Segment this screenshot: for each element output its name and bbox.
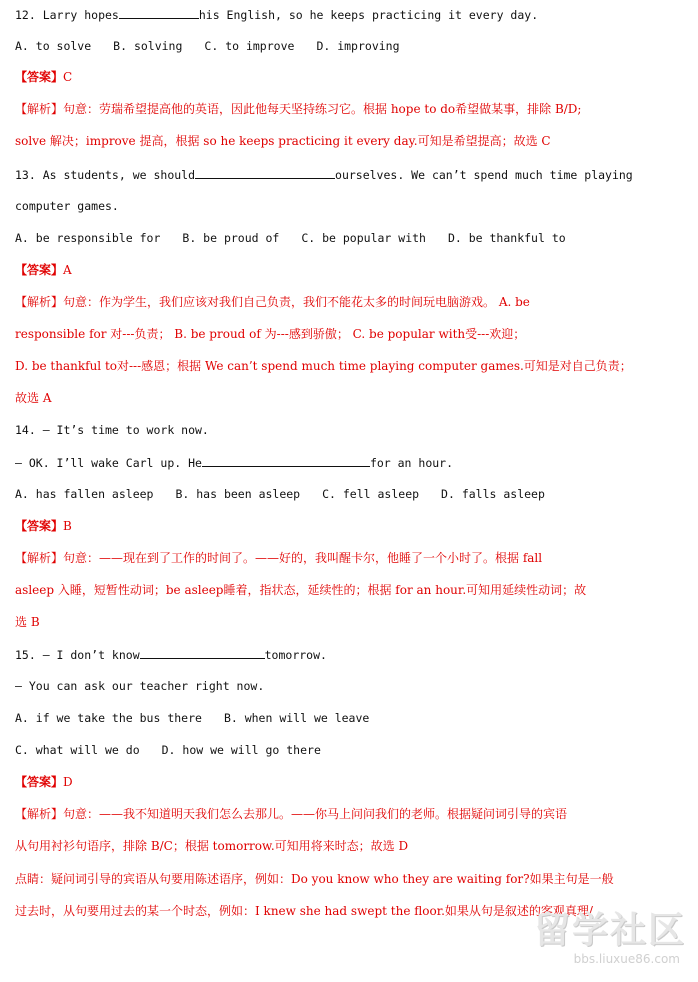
q12-answer: 【答案】C [15, 70, 73, 84]
q14-options [15, 486, 687, 502]
q12-analysis-line-1: 【解析】句意：劳瑞希望提高他的英语，因此他每天坚持练习它。根据 hope to do希望做某事，排除 B/D; [15, 102, 582, 116]
option-b: B. solving [113, 39, 183, 53]
q12-options [15, 38, 687, 54]
option-d: D. be thankful to [447, 231, 566, 245]
option-c: C. to improve [204, 39, 295, 53]
site-watermark [506, 910, 686, 972]
option-b: B. be proud of [182, 231, 280, 245]
watermark-logo-text: 留学社区 [533, 910, 686, 951]
option-b: B. when will we leave [223, 711, 370, 725]
answer-blank [202, 454, 370, 467]
q15-options-row-2 [15, 742, 687, 758]
option-d: D. improving [316, 39, 400, 53]
option-a: A. to solve [15, 39, 92, 53]
q15-stem-line-2: — You can ask our teacher right now. [15, 679, 265, 693]
q13-analysis-line-1: 【解析】句意：作为学生，我们应该对我们自己负责，我们不能花太多的时间玩电脑游戏。 A. be [15, 295, 530, 309]
tip-line-2: 过去时，从句要用过去的某一个时态，例如：I knew she had swept the floor.如果从句是叙述的客观真理/ [15, 904, 593, 918]
q14-analysis-line-1: 【解析】句意：——现在到了工作的时间了。——好的，我叫醒卡尔，他睡了一个小时了。根据 fall [15, 551, 543, 565]
q14-analysis-line-3: 选 B [15, 615, 40, 629]
q15-options-row-1 [15, 710, 687, 726]
option-a: A. has fallen asleep [15, 487, 154, 501]
q14-answer: 【答案】B [15, 519, 72, 533]
q13-analysis-line-4: 故选 A [15, 391, 52, 405]
option-d: D. falls asleep [441, 487, 545, 501]
q12-analysis-line-2: solve 解决；improve 提高，根据 so he keeps practicing it every day.可知是希望提高；故选 C [15, 134, 551, 148]
option-c: C. be popular with [301, 231, 426, 245]
answer-blank [119, 6, 199, 19]
q15-analysis-line-2: 从句用衬衫句语序，排除 B/C；根据 tomorrow.可知用将来时态；故选 D [15, 839, 409, 853]
option-d: D. how we will go there [161, 743, 321, 757]
q13-analysis-line-3: D. be thankful to对---感恩；根据 We can’t spend much time playing computer games.可知是对自己负责； [15, 359, 632, 373]
option-c: C. what will we do [15, 743, 140, 757]
q14-analysis-line-2: asleep 入睡，短暂性动词；be asleep睡着，指状态，延续性的；根据 for an hour.可知用延续性动词；故 [15, 583, 587, 597]
q13-options [15, 230, 687, 246]
option-a: A. if we take the bus there [15, 711, 202, 725]
answer-blank [195, 166, 335, 179]
q13-stem: 13. As students, we should ourselves. We can’t spend much time playing [15, 168, 633, 182]
q15-stem: 15. — I don’t know tomorrow. [15, 648, 327, 662]
option-b: B. has been asleep [175, 487, 301, 501]
q13-stem-line-2: computer games. [15, 199, 119, 213]
q12-stem: 12. Larry hopes his English, so he keeps practicing it every day. [15, 8, 539, 22]
q15-answer: 【答案】D [15, 775, 73, 789]
tip-line-1: 点睛：疑问词引导的宾语从句要用陈述语序，例如：Do you know who they are waiting for?如果主句是一般 [15, 872, 614, 886]
option-a: A. be responsible for [15, 231, 161, 245]
q14-stem-line-2: — OK. I’ll wake Carl up. He for an hour. [15, 456, 454, 470]
answer-blank [140, 646, 265, 659]
watermark-url: bbs.liuxue86.com [573, 952, 680, 966]
q14-stem-line-1: 14. — It’s time to work now. [15, 423, 209, 437]
q15-analysis-line-1: 【解析】句意：——我不知道明天我们怎么去那儿。——你马上问问我们的老师。根据疑问词引导的宾语 [15, 807, 568, 821]
option-c: C. fell asleep [322, 487, 420, 501]
q13-answer: 【答案】A [15, 263, 72, 277]
q13-analysis-line-2: responsible for 对---负责； B. be proud of 为---感到骄傲； C. be popular with受---欢迎； [15, 327, 526, 341]
